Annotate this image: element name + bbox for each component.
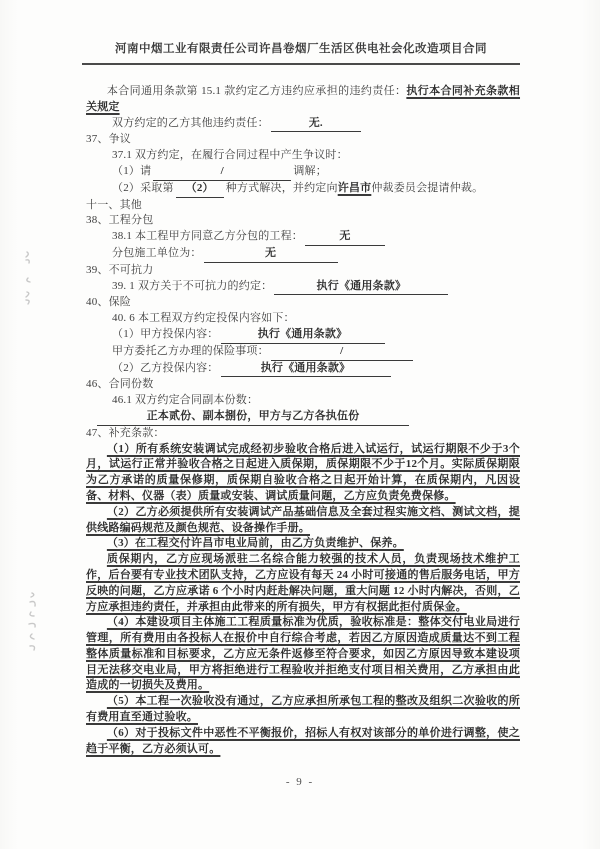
printed-text: 仲裁委员会提请仲裁。 bbox=[371, 181, 484, 194]
printed-text: 十一、其他 bbox=[86, 198, 142, 211]
printed-text: 甲方委托乙方办理的保险事项： bbox=[112, 344, 269, 357]
clause-37-1 bbox=[86, 148, 520, 164]
section-46 bbox=[86, 377, 520, 393]
handwritten-margin-mark-lower bbox=[22, 590, 44, 656]
subcontractor-line bbox=[86, 246, 520, 263]
printed-text: 39、不可抗力 bbox=[86, 263, 154, 276]
section-37 bbox=[86, 132, 520, 148]
filled-blank-text: 执行《通用条款》 bbox=[274, 279, 448, 296]
printed-text: 37、争议 bbox=[86, 133, 131, 146]
insurance-party-a bbox=[86, 327, 520, 344]
filled-blank-text: （2） bbox=[176, 181, 224, 198]
header-title-text: 河南中烟工业有限责任公司许昌卷烟厂生活区供电社会化改造项目合同 bbox=[115, 43, 487, 55]
insurance-entrusted bbox=[86, 344, 520, 361]
printed-text: 37.1 双方约定，在履行合同过程中产生争议时： bbox=[112, 149, 348, 162]
printed-text: 38、工程分包 bbox=[86, 214, 154, 227]
supp-clause-3b bbox=[86, 552, 520, 615]
clause-40-6 bbox=[86, 311, 520, 327]
section-11-other bbox=[86, 198, 520, 214]
printed-text: 39. 1 双方关于不可抗力的约定： bbox=[112, 279, 273, 292]
filled-blank-text: 无 bbox=[305, 229, 385, 246]
printed-text: 种方式解决，并约定向 bbox=[225, 181, 338, 194]
printed-text: 40、保险 bbox=[86, 296, 131, 309]
filled-blank-text: 正本贰份、副本捌份，甲方与乙方各执伍份 bbox=[97, 409, 409, 426]
printed-text: 47、补充条款： bbox=[86, 426, 165, 439]
printed-text: （2）采取第 bbox=[112, 181, 174, 194]
page-number: - 9 - bbox=[285, 776, 315, 788]
clause-46-1 bbox=[86, 393, 520, 409]
filled-blank-text: 执行《通用条款》 bbox=[221, 361, 391, 378]
filled-blank-text: / bbox=[271, 344, 413, 361]
supp-clause-5 bbox=[86, 694, 520, 726]
printed-text: （1）甲方投保内容： bbox=[112, 327, 219, 340]
clause-39-1 bbox=[86, 279, 520, 296]
dispute-option-2 bbox=[86, 181, 520, 198]
copies-line bbox=[86, 409, 520, 426]
filled-blank-text: （6）对于投标文件中恶性不平衡报价，招标人有权对该部分的单价进行调整，使之趋于平衡，乙方必须认可。 bbox=[86, 726, 520, 755]
filled-blank-text: 无 bbox=[204, 246, 338, 263]
filled-blank-text: （4）本建设项目主体施工工程质量标准为优质，验收标准是：整体交付电业局进行管理，所有费用由各投标人在报价中自行综合考虑，若因乙方原因造成质量达不到工程整体质量标准和目标要求，乙方应无条件返修至符合要求，如因乙方原因导致本建设项目无法移交电业局，甲方将拒绝进行工程验收并拒绝支付项目相关费用，乙方承担由此造成的一切损失及费用。 bbox=[86, 616, 520, 692]
section-40 bbox=[86, 295, 520, 311]
filled-blank-text: 执行《通用条款》 bbox=[221, 327, 385, 344]
printed-text: 38.1 本工程甲方同意乙方分包的工程： bbox=[112, 230, 303, 243]
printed-text: （1）请 bbox=[112, 164, 152, 177]
other-liability bbox=[86, 116, 520, 133]
section-38 bbox=[86, 213, 520, 229]
printed-text: 本合同通用条款第 15.1 款约定乙方违约应承担的违约责任： bbox=[106, 85, 407, 97]
insurance-party-b bbox=[86, 361, 520, 378]
clause-15-1 bbox=[86, 84, 520, 116]
filled-blank-text: （2）乙方必须提供所有安装调试产品基础信息及全套过程实施文档、测试文档，提供线路编码规范及颜色规范、设备操作手册。 bbox=[86, 505, 520, 534]
printed-text: 40. 6 本工程双方约定投保内容如下： bbox=[112, 312, 295, 325]
printed-text: 双方约定的乙方其他违约责任： bbox=[112, 116, 269, 129]
printed-text: 46、合同份数 bbox=[86, 378, 154, 391]
filled-blank-text: 执行本合同补充条款相关规定 bbox=[86, 85, 521, 113]
supp-clause-2 bbox=[86, 505, 520, 537]
filled-blank-text: 质保期内，乙方应现场派驻二名综合能力较强的技术人员，负责现场技术维护工作，后台要有专业技术团队支持，乙方应设有每天 24 小时可接通的售后服务电话，甲方反映的问题，乙方应承诺 6 个小时内赶赴解决问题，重大问题 12 小时内解决，否则，乙方应承担违约责任，并承担由此带来的所有损失，甲方有权据此拒付质保金。 bbox=[86, 553, 520, 613]
supp-clause-6 bbox=[86, 726, 520, 758]
supp-clause-3 bbox=[86, 536, 520, 552]
supp-clause-4 bbox=[86, 615, 520, 694]
document-header-title bbox=[82, 40, 520, 65]
filled-blank-text: 无. bbox=[271, 116, 361, 133]
filled-blank-text: （3）在工程交付许昌市电业局前，由乙方负责维护、保养。 bbox=[106, 537, 404, 550]
dispute-option-1 bbox=[86, 164, 520, 181]
printed-text: 分包施工单位为： bbox=[112, 246, 202, 259]
filled-blank-text: 许昌市 bbox=[337, 181, 372, 194]
filled-blank-text: / bbox=[153, 164, 291, 181]
printed-text: （2）乙方投保内容： bbox=[112, 361, 219, 374]
handwritten-margin-mark-upper bbox=[18, 248, 38, 312]
section-47 bbox=[86, 426, 520, 442]
document-body bbox=[86, 84, 520, 757]
section-39 bbox=[86, 263, 520, 279]
printed-text: 调解； bbox=[293, 164, 327, 177]
filled-blank-text: （1）所有系统安装调试完成经初步验收合格后进入试运行，试运行期限不少于3个月，试运行正常并验收合格之日起进入质保期，质保期限不少于12个月。实际质保期限为乙方承诺的质量保修期，质保期自验收合格之日起开始计算，在质保期内，凡因设备、材料、仪器（表）质量或安装、调试质量问题，乙方应负责免费保修。 bbox=[86, 442, 520, 502]
printed-text: 46.1 双方约定合同副本份数： bbox=[112, 394, 259, 407]
supp-clause-1 bbox=[86, 442, 520, 505]
filled-blank-text: （5）本工程一次验收没有通过，乙方应承担所承包工程的整改及组织二次验收的所有费用直至通过验收。 bbox=[86, 695, 520, 724]
clause-38-1 bbox=[86, 229, 520, 246]
